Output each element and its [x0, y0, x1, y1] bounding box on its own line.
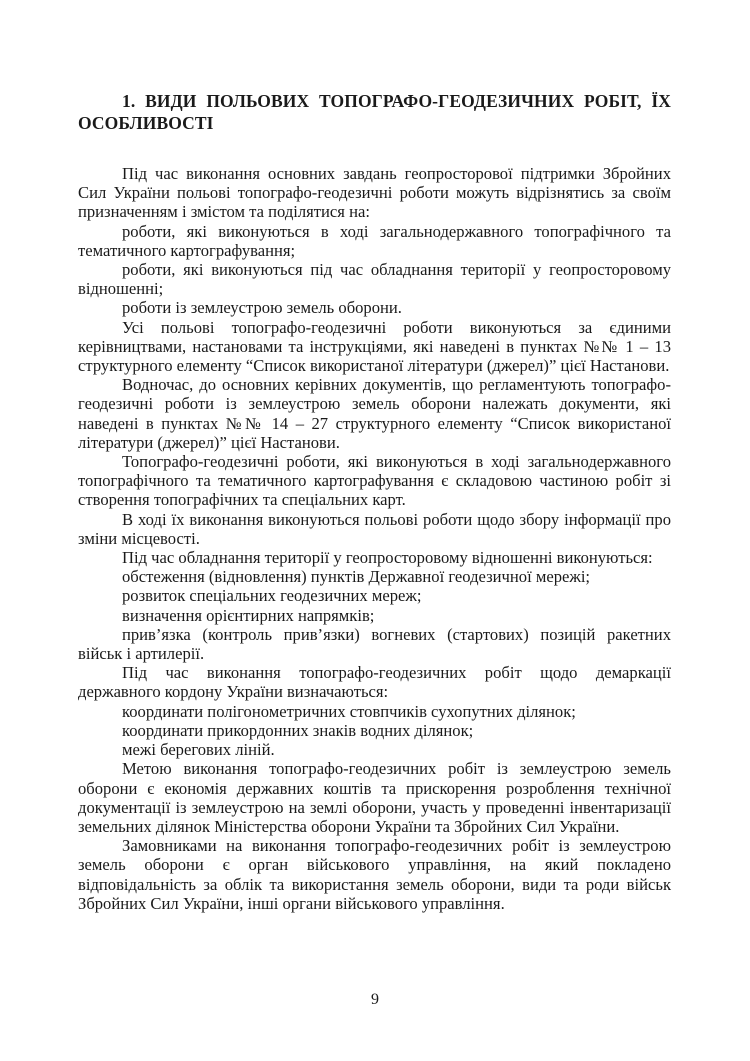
- document-page: [78, 90, 671, 913]
- list-item-directions: визначення орієнтирних напрямків;: [122, 605, 375, 625]
- list-item-survey-points: обстеження (відновлення) пунктів Державної геодезичної мережі;: [122, 567, 591, 587]
- list-item-shorelines: межі берегових ліній.: [122, 740, 275, 760]
- list-item-land-posts: координати полігонометричних стовпчиків сухопутних ділянок;: [122, 701, 576, 721]
- paragraph-customers: Замовниками на виконання топографо-геодезичних робіт із землеустрою земель оборони є орган військового управління, на який покладено відповідальність за облік та використання земель оборони, види та роди військ Збройних Сил України, інші органи військового управління.: [78, 836, 671, 913]
- paragraph-field-works: В ході їх виконання виконуються польові роботи щодо збору інформації про зміни місцевості.: [78, 509, 671, 548]
- paragraph-border-intro: Під час виконання топографо-геодезичних робіт щодо демаркації державного кордону України визначаються:: [78, 663, 671, 702]
- list-item-positions: прив’язка (контроль прив’язки) вогневих (стартових) позицій ракетних військ і артилерії.: [78, 624, 671, 664]
- paragraph-regulations: Водночас, до основних керівних документів, що регламентують топографо-геодезичні роботи із землеустрою земель оборони належать документи, які наведені в пунктах №№ 14 – 27 структурного елементу “Список використаної літератури (джерел)” цієї Настанови.: [78, 375, 671, 452]
- list-item-water-signs: координати прикордонних знаків водних ділянок;: [122, 720, 474, 740]
- page-number: 9: [371, 991, 379, 1008]
- list-item-special-networks: розвиток спеціальних геодезичних мереж;: [122, 586, 422, 606]
- list-item-land-works: роботи із землеустрою земель оборони.: [122, 298, 402, 318]
- list-item-territory-works: роботи, які виконуються під час обладнання території у геопросторовому відношенні;: [78, 260, 671, 299]
- section-heading: 1. ВИДИ ПОЛЬОВИХ ТОПОГРАФО-ГЕОДЕЗИЧНИХ РОБІТ, ЇХ ОСОБЛИВОСТІ: [78, 91, 671, 133]
- paragraph-purpose: Метою виконання топографо-геодезичних робіт із землеустрою земель оборони є економія державних коштів та прискорення розроблення технічної документації із землеустрою на землі оборони, участь у проведенні інвентаризації земельних ділянок Міністерства оборони України та Збройних Сил України.: [78, 759, 671, 836]
- paragraph-territory-intro: Під час обладнання території у геопросторовому відношенні виконуються:: [122, 548, 653, 568]
- paragraph-guidelines: Усі польові топографо-геодезичні роботи виконуються за єдиними керівництвами, настановами та інструкціями, які наведені в пунктах №№ 1 – 13 структурного елементу “Список використаної літератури (джерел)” цієї Настанови.: [78, 317, 671, 376]
- paragraph-intro: Під час виконання основних завдань геопросторової підтримки Збройних Сил України польові топографо-геодезичні роботи можуть відрізнятись за своїм призначенням і змістом та поділятися на:: [78, 164, 671, 222]
- list-item-mapping-works: роботи, які виконуються в ході загальнодержавного топографічного та тематичного картографування;: [78, 221, 671, 260]
- paragraph-mapping-role: Топографо-геодезичні роботи, які виконуються в ході загальнодержавного топографічного та тематичного картографування є складовою частиною робіт зі створення топографічних та спеціальних карт.: [78, 452, 671, 510]
